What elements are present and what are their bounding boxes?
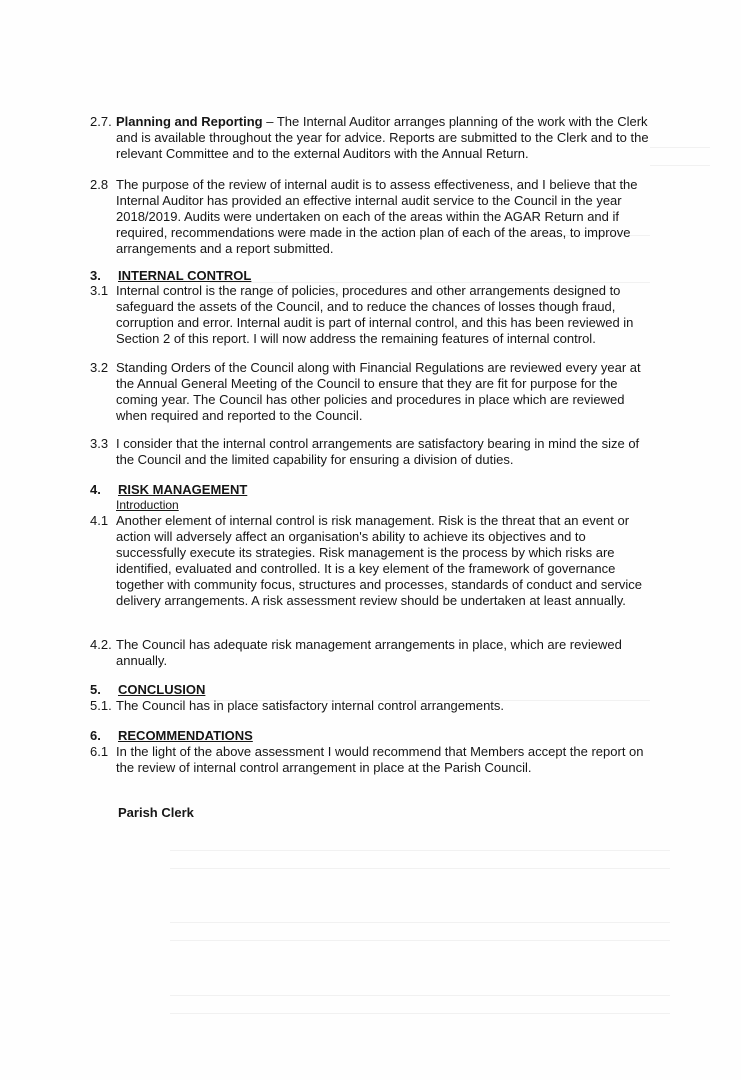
paragraph-3-2 (90, 360, 656, 424)
paragraph-number: 4.2. (90, 637, 112, 652)
paragraph-3-3 (90, 436, 656, 468)
paragraph-text: The Council has in place satisfactory internal control arrangements. (116, 698, 505, 713)
paragraph-number: 5.1. (90, 698, 112, 713)
paragraph-number: 3.3 (90, 436, 109, 451)
paragraph-text: The purpose of the review of internal audit is to assess effectiveness, and I believe that the Internal Auditor has provided an effective internal audit service to the Council in the year 2018/2019. Audits were undertaken on each of the areas within the AGAR Return and if required, recommendations were made in the action plan of each of the areas, to improve arrangements and a report submitted. (116, 177, 638, 256)
paragraph-number: 2.7. (90, 114, 112, 129)
paragraph-3-1 (90, 283, 656, 347)
paragraph-number: 3.2 (90, 360, 109, 375)
section-heading-conclusion (90, 682, 205, 698)
signature-role: Parish Clerk (118, 805, 194, 820)
paragraph-text: Internal control is the range of policies, procedures and other arrangements designed to safeguard the assets of the Council, and to reduce the chances of losses though fraud, corruption and error. Internal audit is part of internal control, and this has been reviewed in Section 2 of this report. I will now address the remaining features of internal control. (116, 283, 634, 346)
paragraph-text: – The Internal Auditor arranges planning of the work with the Clerk and is available throughout the year for advice. Reports are submitted to the Clerk and to the relevant Committee and to the external Auditors with the Annual Return. (116, 114, 649, 161)
paragraph-lead: Planning and Reporting (116, 114, 263, 129)
paragraph-text: Standing Orders of the Council along with Financial Regulations are reviewed every year at the Annual General Meeting of the Council to ensure that they are fit for purpose for the coming year. The Council has other policies and procedures in place which are reviewed when required and reported to the Council. (116, 360, 641, 423)
section-heading-risk-management (90, 482, 247, 498)
paragraph-4-2 (90, 637, 656, 669)
paragraph-5-1 (90, 698, 656, 714)
paragraph-text: In the light of the above assessment I would recommend that Members accept the report on the review of internal control arrangement in place at the Parish Council. (116, 744, 644, 775)
section-title: RECOMMENDATIONS (118, 728, 253, 743)
paragraph-6-1 (90, 744, 656, 776)
section-title: CONCLUSION (118, 682, 206, 697)
section-number: 5. (90, 682, 101, 697)
section-heading-recommendations (90, 728, 253, 744)
paragraph-text: Another element of internal control is risk management. Risk is the threat that an event or action will adversely affect an organisation's ability to achieve its objectives and to successfully execute its strategies. Risk management is the process by which risks are identified, evaluated and controlled. It is a key element of the framework of governance together with community focus, structures and processes, standards of conduct and service delivery arrangements. A risk assessment review should be undertaken at least annually. (116, 513, 643, 608)
paragraph-4-1 (90, 513, 656, 609)
subheading-introduction: Introduction (116, 498, 179, 512)
section-heading-internal-control (90, 268, 251, 284)
section-number: 6. (90, 728, 101, 743)
paragraph-text: The Council has adequate risk management arrangements in place, which are reviewed annually. (116, 637, 622, 668)
paragraph-2-8 (90, 177, 656, 257)
paragraph-number: 6.1 (90, 744, 109, 759)
section-title: INTERNAL CONTROL (118, 268, 252, 283)
section-number: 4. (90, 482, 101, 497)
paragraph-number: 3.1 (90, 283, 109, 298)
section-number: 3. (90, 268, 101, 283)
paragraph-text: I consider that the internal control arrangements are satisfactory bearing in mind the size of the Council and the limited capability for ensuring a division of duties. (116, 436, 640, 467)
paragraph-2-7 (90, 114, 656, 162)
section-title: RISK MANAGEMENT (118, 482, 248, 497)
paragraph-number: 2.8 (90, 177, 109, 192)
paragraph-number: 4.1 (90, 513, 109, 528)
